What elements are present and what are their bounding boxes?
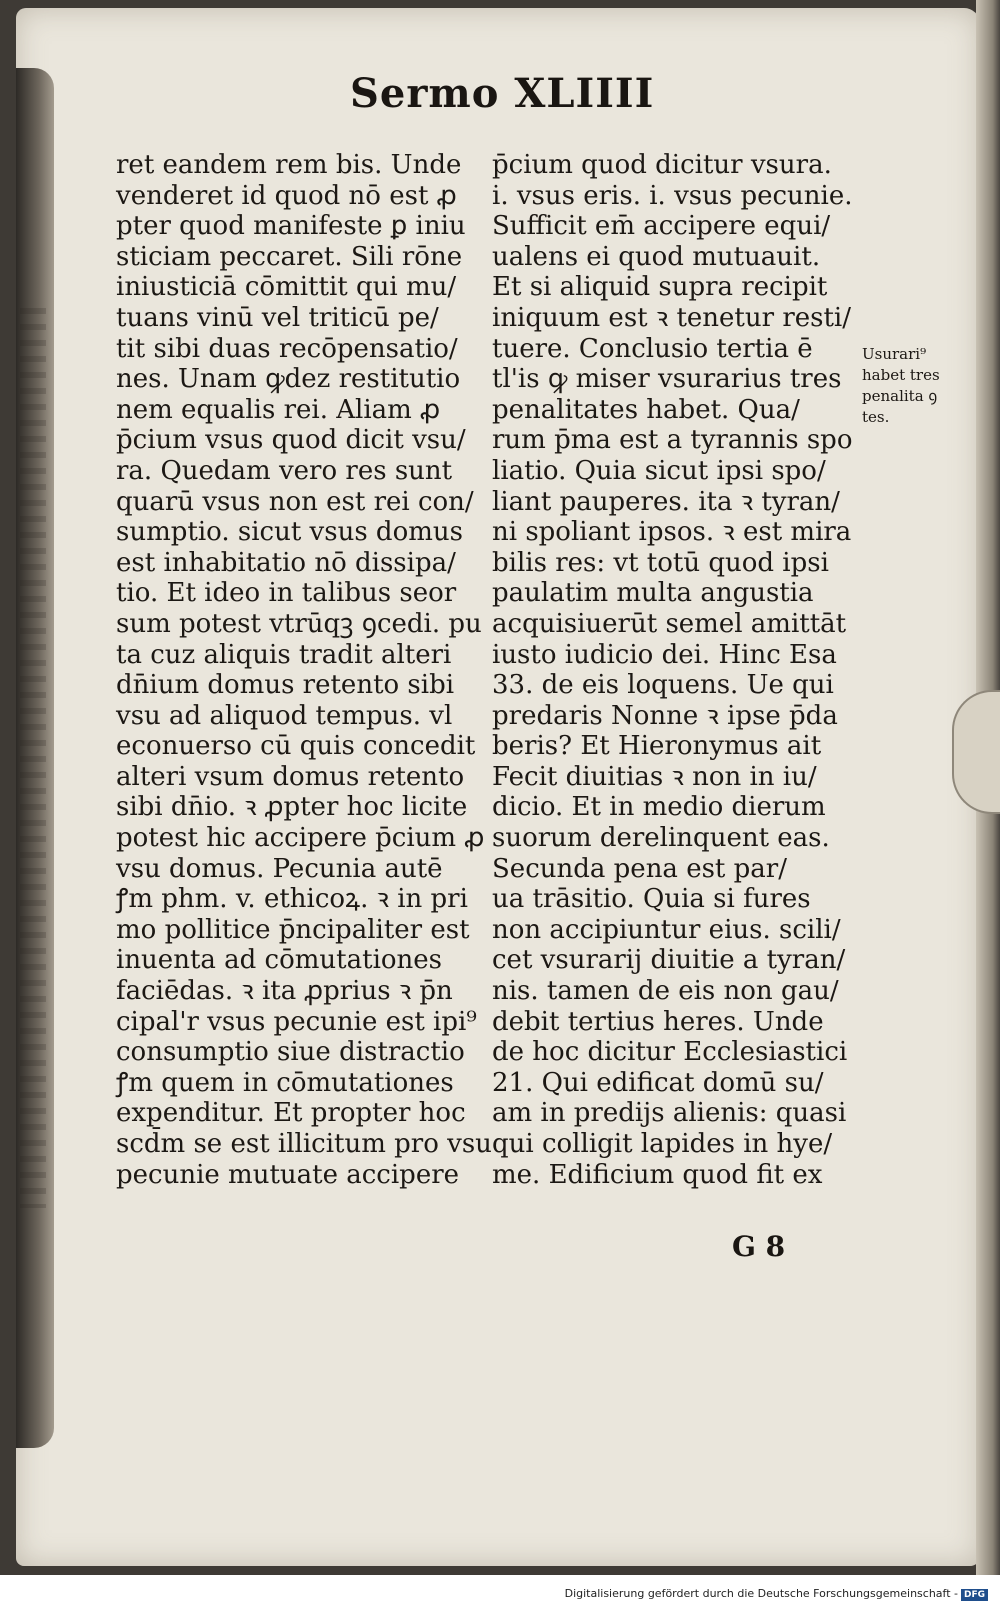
marginal-note — [862, 344, 940, 428]
text-line: pecunie mutuate accipere — [116, 1159, 460, 1190]
text-line: nem equalis rei. Aliam ꝓ — [116, 394, 441, 425]
text-line: cet vsurarij diuitie a tyran/ — [492, 945, 846, 976]
funding-credit-text: Digitalisierung gefördert durch die Deutsche Forschungsgemeinschaft - — [564, 1587, 958, 1600]
text-line: Sufficit em̄ accipere equi/ — [492, 211, 831, 242]
text-line: quarū vsus non est rei con/ — [116, 486, 474, 517]
text-line: qui colligit lapides in hye/ — [492, 1129, 833, 1159]
text-line: beris? Et Hieronymus ait — [492, 731, 822, 762]
text-line: ualens ei quod mutuauit. — [492, 241, 821, 272]
funding-credit — [565, 1587, 988, 1601]
text-line: cipal'r vsus pecunie est ipi⁹ — [116, 1006, 477, 1037]
text-line: am in predijs alienis: quasi — [492, 1098, 847, 1129]
text-line: debit tertius heres. Unde — [492, 1006, 824, 1037]
text-line: i. vsus eris. i. vsus pecunie. — [492, 180, 853, 211]
text-line: tuans vinū vel triticū pe/ — [116, 302, 439, 333]
text-line: inuenta ad cōmutationes — [116, 945, 443, 976]
text-line: ꝭm phm. v. ethicoꝝ. ꝛ in pri — [116, 884, 468, 915]
text-line: consumptio siue distractio — [116, 1037, 465, 1068]
text-line: sticiam peccaret. Sili rōne — [116, 241, 463, 272]
text-line: sibi dn̄io. ꝛ ꝓpter hoc licite — [116, 792, 468, 823]
text-line: 33. de eis loquens. Ue qui — [492, 670, 834, 701]
text-line: p̄cium quod dicitur vsura. — [492, 150, 832, 180]
text-line: vsu domus. Pecunia autē — [116, 853, 443, 884]
gutter-bleed-text — [20, 308, 46, 1208]
text-line: acquisiuerūt semel amittāt — [492, 608, 847, 639]
page-heading: Sermo XLIIII — [350, 70, 655, 117]
text-line: sumptio. sicut vsus domus — [116, 517, 463, 548]
text-line: venderet id quod nō est ꝓ — [116, 180, 457, 211]
text-line: rum p̄ma est a tyrannis spo — [492, 425, 853, 456]
text-line: ꝭm quem in cōmutationes — [116, 1067, 454, 1098]
text-line: expenditur. Et propter hoc — [116, 1098, 466, 1129]
text-line: tit sibi duas recōpensatio/ — [116, 333, 458, 364]
text-line: tuere. Conclusio tertia ē — [492, 333, 813, 364]
text-line: ta cuz aliquis tradit alteri — [116, 639, 452, 670]
text-line: nes. Unam ꝙdez restitutio — [116, 364, 461, 395]
marginal-note-line: habet tres — [862, 366, 940, 384]
text-line: ni spoliant ipsos. ꝛ est mira — [492, 517, 852, 548]
text-line: penalitates habet. Qua/ — [492, 394, 800, 425]
text-line: me. Edificium quod fit ex — [492, 1159, 823, 1190]
book-gutter — [16, 68, 54, 1448]
marginal-note-line: Usurari⁹ — [862, 345, 927, 363]
book-page — [16, 8, 980, 1566]
text-line: faciēdas. ꝛ ita ꝓprius ꝛ p̄n — [116, 976, 453, 1007]
text-line: liant pauperes. ita ꝛ tyran/ — [492, 486, 840, 517]
signature-mark: G 8 — [732, 1230, 786, 1263]
marginal-note-line: tes. — [862, 408, 890, 426]
text-line: tio. Et ideo in talibus seor — [116, 578, 457, 609]
text-line: 21. Qui edificat domū su/ — [492, 1067, 824, 1098]
text-line: de hoc dicitur Ecclesiastici — [492, 1037, 848, 1068]
text-line: iniquum est ꝛ tenetur resti/ — [492, 302, 851, 333]
text-line: vsu ad aliquod tempus. vl — [116, 700, 453, 731]
text-line: iniusticiā cōmittit qui mu/ — [116, 272, 457, 303]
text-line: liatio. Quia sicut ipsi spo/ — [492, 455, 826, 486]
bookmark-tab — [952, 690, 1000, 814]
text-line: mo pollitice p̄ncipaliter est — [116, 914, 470, 945]
text-line: iusto iudicio dei. Hinc Esa — [492, 639, 837, 670]
text-line: est inhabitatio nō dissipa/ — [116, 547, 456, 578]
dfg-logo: DFG — [961, 1589, 988, 1601]
left-text-column — [116, 150, 492, 1190]
text-line: tl'is ꝙ miser vsurarius tres — [492, 364, 842, 395]
text-line: predaris Nonne ꝛ ipse p̄da — [492, 700, 838, 731]
text-line: Et si aliquid supra recipit — [492, 272, 828, 303]
text-line: Secunda pena est par/ — [492, 853, 787, 884]
text-line: suorum derelinquent eas. — [492, 823, 830, 854]
text-line: p̄cium vsus quod dicit vsu/ — [116, 425, 466, 456]
text-line: dicio. Et in medio dierum — [492, 792, 826, 823]
marginal-note-line: penalita ꝯ — [862, 387, 938, 405]
text-line: econuerso cū quis concedit — [116, 731, 476, 762]
text-line: dn̄ium domus retento sibi — [116, 670, 455, 701]
footer-bar — [0, 1575, 1000, 1609]
text-line: ret eandem rem bis. Unde — [116, 150, 462, 180]
text-line: ua trāsitio. Quia si fures — [492, 884, 811, 915]
text-line: paulatim multa angustia — [492, 578, 814, 609]
text-line: nis. tamen de eis non gau/ — [492, 976, 839, 1007]
text-line: bilis res: vt totū quod ipsi — [492, 547, 829, 578]
text-line: potest hic accipere p̄cium ꝓ — [116, 823, 485, 854]
right-text-column — [492, 150, 852, 1190]
text-line: pter quod manifeste ꝑ iniu — [116, 211, 466, 242]
text-line: Fecit diuitias ꝛ non in iu/ — [492, 761, 817, 792]
text-line: alteri vsum domus retento — [116, 761, 465, 792]
text-line: scd̄m se est illicitum pro vsu — [116, 1129, 492, 1159]
text-line: ra. Quedam vero res sunt — [116, 455, 453, 486]
text-line: non accipiuntur eius. scili/ — [492, 914, 841, 945]
text-line: sum potest vtrūqꝫ ꝯcedi. pu — [116, 608, 482, 639]
